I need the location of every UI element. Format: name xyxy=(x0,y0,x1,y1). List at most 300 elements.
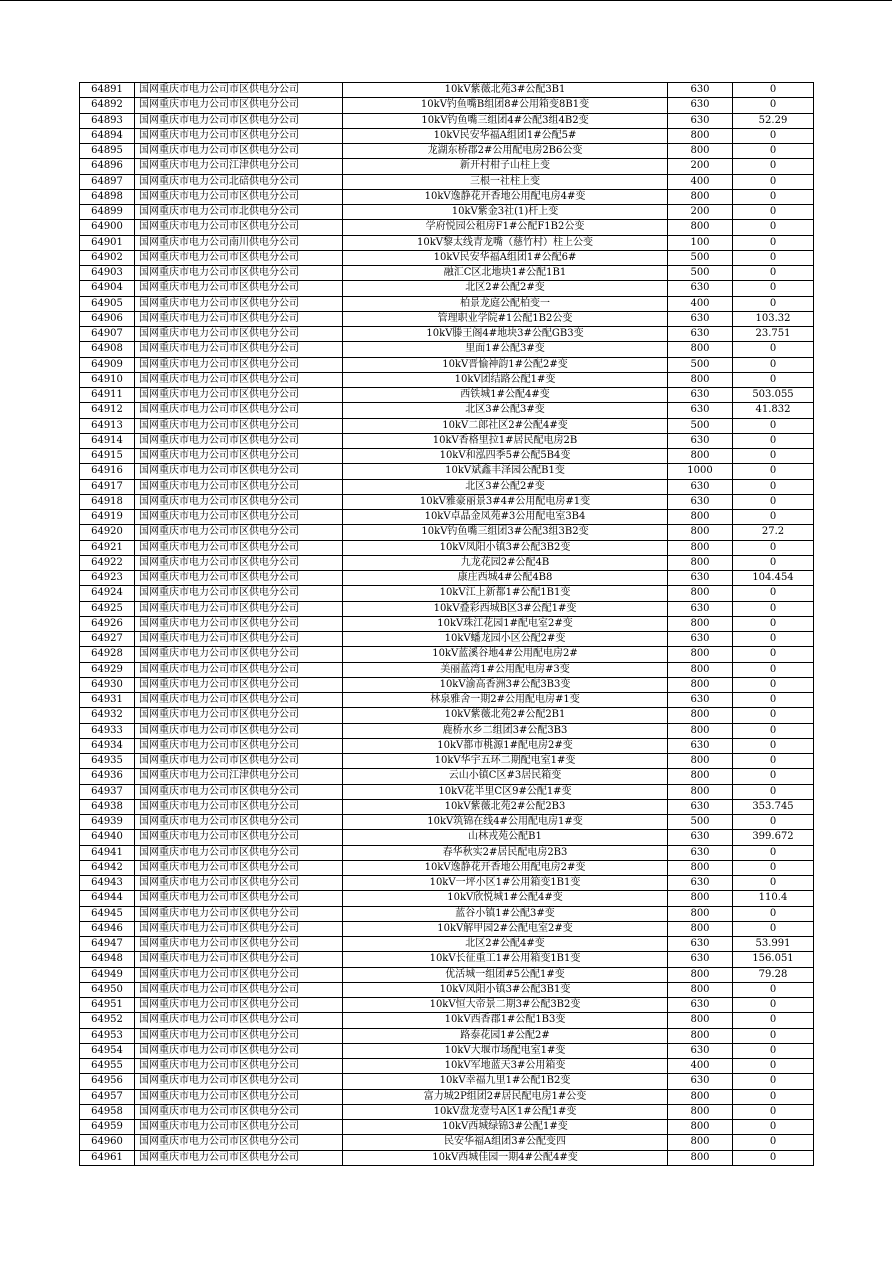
cell-value: 0 xyxy=(733,1013,814,1028)
cell-capacity: 800 xyxy=(668,1120,733,1135)
cell-id: 64954 xyxy=(80,1043,135,1058)
cell-company: 国网重庆市电力公司市区供电分公司 xyxy=(135,189,343,204)
cell-capacity: 500 xyxy=(668,815,733,830)
cell-company: 国网重庆市电力公司市区供电分公司 xyxy=(135,830,343,845)
cell-value: 0 xyxy=(733,433,814,448)
cell-company: 国网重庆市电力公司北碚供电分公司 xyxy=(135,174,343,189)
cell-transformer-name: 学府悦园公租房F1#公配F1B2公变 xyxy=(343,220,668,235)
cell-company: 国网重庆市电力公司市区供电分公司 xyxy=(135,647,343,662)
cell-capacity: 630 xyxy=(668,998,733,1013)
cell-company: 国网重庆市电力公司市区供电分公司 xyxy=(135,266,343,281)
cell-id: 64896 xyxy=(80,159,135,174)
table-row xyxy=(80,754,814,769)
table-row xyxy=(80,189,814,204)
cell-id: 64893 xyxy=(80,113,135,128)
cell-company: 国网重庆市电力公司市区供电分公司 xyxy=(135,860,343,875)
cell-capacity: 630 xyxy=(668,479,733,494)
cell-id: 64901 xyxy=(80,235,135,250)
cell-transformer-name: 新开村柑子山柱上变 xyxy=(343,159,668,174)
cell-value: 0 xyxy=(733,1059,814,1074)
cell-company: 国网重庆市电力公司市区供电分公司 xyxy=(135,754,343,769)
cell-value: 0 xyxy=(733,723,814,738)
cell-value: 0 xyxy=(733,784,814,799)
cell-id: 64902 xyxy=(80,250,135,265)
table-row xyxy=(80,205,814,220)
cell-id: 64953 xyxy=(80,1028,135,1043)
table-row xyxy=(80,891,814,906)
cell-value: 0 xyxy=(733,601,814,616)
table-row xyxy=(80,998,814,1013)
cell-transformer-name: 鹿桥水乡二组团3#公配3B3 xyxy=(343,723,668,738)
cell-transformer-name: 10kV蓝溪谷地4#公用配电房2# xyxy=(343,647,668,662)
cell-capacity: 400 xyxy=(668,296,733,311)
table-row xyxy=(80,433,814,448)
cell-capacity: 630 xyxy=(668,388,733,403)
cell-value: 0 xyxy=(733,281,814,296)
table-row xyxy=(80,601,814,616)
cell-id: 64911 xyxy=(80,388,135,403)
cell-capacity: 800 xyxy=(668,1104,733,1119)
cell-company: 国网重庆市电力公司江津供电分公司 xyxy=(135,769,343,784)
cell-value: 0 xyxy=(733,708,814,723)
cell-company: 国网重庆市电力公司市区供电分公司 xyxy=(135,1150,343,1165)
cell-id: 64955 xyxy=(80,1059,135,1074)
cell-capacity: 500 xyxy=(668,250,733,265)
table-row xyxy=(80,418,814,433)
cell-transformer-name: 10kV叠彩西城B区3#公配1#变 xyxy=(343,601,668,616)
cell-company: 国网重庆市电力公司市区供电分公司 xyxy=(135,799,343,814)
cell-capacity: 630 xyxy=(668,311,733,326)
table-body xyxy=(80,83,814,1166)
cell-value: 0 xyxy=(733,876,814,891)
cell-transformer-name: 10kV滕王阁4#地块3#公配GB3变 xyxy=(343,327,668,342)
table-row xyxy=(80,769,814,784)
cell-value: 0 xyxy=(733,98,814,113)
cell-capacity: 800 xyxy=(668,128,733,143)
cell-company: 国网重庆市电力公司市区供电分公司 xyxy=(135,1028,343,1043)
table-row xyxy=(80,525,814,540)
cell-value: 0 xyxy=(733,815,814,830)
cell-id: 64941 xyxy=(80,845,135,860)
cell-company: 国网重庆市电力公司市区供电分公司 xyxy=(135,616,343,631)
cell-id: 64942 xyxy=(80,860,135,875)
cell-capacity: 630 xyxy=(668,1074,733,1089)
table-row xyxy=(80,235,814,250)
cell-company: 国网重庆市电力公司市区供电分公司 xyxy=(135,1074,343,1089)
table-row xyxy=(80,1028,814,1043)
cell-id: 64950 xyxy=(80,982,135,997)
cell-transformer-name: 10kV军地蓝天3#公用箱变 xyxy=(343,1059,668,1074)
cell-company: 国网重庆市电力公司市区供电分公司 xyxy=(135,723,343,738)
cell-company: 国网重庆市电力公司市区供电分公司 xyxy=(135,357,343,372)
cell-id: 64922 xyxy=(80,555,135,570)
cell-company: 国网重庆市电力公司市区供电分公司 xyxy=(135,1135,343,1150)
cell-id: 64938 xyxy=(80,799,135,814)
cell-value: 0 xyxy=(733,540,814,555)
cell-id: 64939 xyxy=(80,815,135,830)
cell-capacity: 800 xyxy=(668,784,733,799)
table-row xyxy=(80,311,814,326)
cell-capacity: 500 xyxy=(668,266,733,281)
cell-value: 0 xyxy=(733,1043,814,1058)
table-row xyxy=(80,921,814,936)
cell-capacity: 630 xyxy=(668,281,733,296)
table-row xyxy=(80,342,814,357)
table-row xyxy=(80,296,814,311)
cell-value: 110.4 xyxy=(733,891,814,906)
cell-value: 79.28 xyxy=(733,967,814,982)
cell-company: 国网重庆市电力公司市区供电分公司 xyxy=(135,738,343,753)
cell-transformer-name: 10kV筑锦在线4#公用配电房1#变 xyxy=(343,815,668,830)
cell-transformer-name: 10kV大堰市场配电室1#变 xyxy=(343,1043,668,1058)
cell-id: 64904 xyxy=(80,281,135,296)
cell-capacity: 800 xyxy=(668,677,733,692)
cell-id: 64900 xyxy=(80,220,135,235)
cell-transformer-name: 三根一社柱上变 xyxy=(343,174,668,189)
table-row xyxy=(80,372,814,387)
cell-capacity: 800 xyxy=(668,769,733,784)
cell-id: 64903 xyxy=(80,266,135,281)
table-row xyxy=(80,357,814,372)
cell-value: 0 xyxy=(733,921,814,936)
cell-transformer-name: 蓝谷小镇1#公配3#变 xyxy=(343,906,668,921)
cell-value: 0 xyxy=(733,372,814,387)
cell-company: 国网重庆市电力公司市区供电分公司 xyxy=(135,1120,343,1135)
cell-value: 0 xyxy=(733,479,814,494)
cell-value: 503.055 xyxy=(733,388,814,403)
cell-transformer-name: 10kV紫金3社(1)杆上变 xyxy=(343,205,668,220)
cell-company: 国网重庆市电力公司市区供电分公司 xyxy=(135,372,343,387)
table-row xyxy=(80,540,814,555)
cell-company: 国网重庆市电力公司南川供电分公司 xyxy=(135,235,343,250)
cell-capacity: 800 xyxy=(668,723,733,738)
cell-company: 国网重庆市电力公司市区供电分公司 xyxy=(135,418,343,433)
cell-id: 64927 xyxy=(80,632,135,647)
cell-value: 156.051 xyxy=(733,952,814,967)
cell-value: 0 xyxy=(733,1120,814,1135)
cell-company: 国网重庆市电力公司市区供电分公司 xyxy=(135,967,343,982)
cell-transformer-name: 10kV凤阳小镇3#公配3B2变 xyxy=(343,540,668,555)
cell-transformer-name: 10kV斌鑫丰泽园公配B1变 xyxy=(343,464,668,479)
cell-value: 0 xyxy=(733,1089,814,1104)
cell-id: 64960 xyxy=(80,1135,135,1150)
table-row xyxy=(80,327,814,342)
table-row xyxy=(80,586,814,601)
cell-company: 国网重庆市电力公司市区供电分公司 xyxy=(135,388,343,403)
cell-value: 0 xyxy=(733,220,814,235)
cell-transformer-name: 龙湖东桥郡2#公用配电房2B6公变 xyxy=(343,144,668,159)
table-row xyxy=(80,1135,814,1150)
cell-value: 0 xyxy=(733,982,814,997)
cell-company: 国网重庆市电力公司市区供电分公司 xyxy=(135,98,343,113)
cell-company: 国网重庆市电力公司市区供电分公司 xyxy=(135,1059,343,1074)
cell-transformer-name: 10kV西香郡1#公配1B3变 xyxy=(343,1013,668,1028)
cell-id: 64910 xyxy=(80,372,135,387)
cell-capacity: 800 xyxy=(668,220,733,235)
cell-transformer-name: 10kV卓晶金凤苑#3公用配电室3B4 xyxy=(343,510,668,525)
cell-capacity: 630 xyxy=(668,494,733,509)
cell-company: 国网重庆市电力公司市区供电分公司 xyxy=(135,921,343,936)
cell-value: 0 xyxy=(733,647,814,662)
cell-company: 国网重庆市电力公司市区供电分公司 xyxy=(135,342,343,357)
cell-transformer-name: 10kV紫薇北苑2#公配2B3 xyxy=(343,799,668,814)
cell-capacity: 630 xyxy=(668,845,733,860)
cell-transformer-name: 10kV晋愉神韵1#公配2#变 xyxy=(343,357,668,372)
cell-capacity: 800 xyxy=(668,1150,733,1165)
cell-id: 64892 xyxy=(80,98,135,113)
cell-capacity: 630 xyxy=(668,113,733,128)
cell-id: 64916 xyxy=(80,464,135,479)
cell-transformer-name: 西铁城1#公配4#变 xyxy=(343,388,668,403)
table-row xyxy=(80,677,814,692)
cell-capacity: 100 xyxy=(668,235,733,250)
cell-transformer-name: 北区2#公配4#变 xyxy=(343,937,668,952)
cell-capacity: 800 xyxy=(668,860,733,875)
table-row xyxy=(80,159,814,174)
cell-value: 0 xyxy=(733,144,814,159)
table-row xyxy=(80,555,814,570)
cell-capacity: 800 xyxy=(668,982,733,997)
cell-id: 64943 xyxy=(80,876,135,891)
cell-capacity: 800 xyxy=(668,1135,733,1150)
cell-value: 103.32 xyxy=(733,311,814,326)
cell-transformer-name: 北区2#公配2#变 xyxy=(343,281,668,296)
cell-transformer-name: 春华秋实2#居民配电房2B3 xyxy=(343,845,668,860)
cell-capacity: 800 xyxy=(668,1028,733,1043)
cell-id: 64898 xyxy=(80,189,135,204)
table-row xyxy=(80,708,814,723)
cell-id: 64906 xyxy=(80,311,135,326)
cell-capacity: 630 xyxy=(668,693,733,708)
cell-value: 353.745 xyxy=(733,799,814,814)
cell-value: 0 xyxy=(733,510,814,525)
cell-company: 国网重庆市电力公司市区供电分公司 xyxy=(135,662,343,677)
cell-capacity: 800 xyxy=(668,647,733,662)
cell-capacity: 500 xyxy=(668,357,733,372)
cell-id: 64933 xyxy=(80,723,135,738)
table-row xyxy=(80,799,814,814)
cell-value: 0 xyxy=(733,769,814,784)
cell-value: 0 xyxy=(733,128,814,143)
cell-capacity: 800 xyxy=(668,921,733,936)
cell-company: 国网重庆市电力公司市区供电分公司 xyxy=(135,311,343,326)
cell-value: 0 xyxy=(733,266,814,281)
cell-company: 国网重庆市电力公司市区供电分公司 xyxy=(135,571,343,586)
cell-value: 0 xyxy=(733,738,814,753)
table-row xyxy=(80,952,814,967)
table-row xyxy=(80,479,814,494)
cell-capacity: 800 xyxy=(668,891,733,906)
cell-id: 64912 xyxy=(80,403,135,418)
cell-id: 64919 xyxy=(80,510,135,525)
table-row xyxy=(80,1043,814,1058)
cell-id: 64961 xyxy=(80,1150,135,1165)
table-row xyxy=(80,250,814,265)
cell-capacity: 630 xyxy=(668,403,733,418)
cell-value: 0 xyxy=(733,1150,814,1165)
table-row xyxy=(80,1089,814,1104)
cell-value: 0 xyxy=(733,906,814,921)
table-row xyxy=(80,1104,814,1119)
cell-value: 0 xyxy=(733,418,814,433)
cell-id: 64921 xyxy=(80,540,135,555)
cell-transformer-name: 优活城一组团#5公配1#变 xyxy=(343,967,668,982)
cell-value: 0 xyxy=(733,677,814,692)
cell-id: 64917 xyxy=(80,479,135,494)
cell-transformer-name: 民安华福A组团3#公配变四 xyxy=(343,1135,668,1150)
cell-transformer-name: 路泰花园1#公配2# xyxy=(343,1028,668,1043)
cell-transformer-name: 10kV逸静花开香地公用配电房2#变 xyxy=(343,860,668,875)
cell-transformer-name: 10kV长征重工1#公用箱变1B1变 xyxy=(343,952,668,967)
cell-company: 国网重庆市电力公司市区供电分公司 xyxy=(135,479,343,494)
cell-value: 0 xyxy=(733,1135,814,1150)
cell-id: 64908 xyxy=(80,342,135,357)
cell-value: 399.672 xyxy=(733,830,814,845)
cell-capacity: 800 xyxy=(668,906,733,921)
cell-value: 27.2 xyxy=(733,525,814,540)
cell-value: 0 xyxy=(733,586,814,601)
table-row xyxy=(80,967,814,982)
cell-company: 国网重庆市电力公司市区供电分公司 xyxy=(135,632,343,647)
table-row xyxy=(80,1074,814,1089)
cell-transformer-name: 10kV钓鱼嘴三组团3#公配3组3B2变 xyxy=(343,525,668,540)
cell-id: 64934 xyxy=(80,738,135,753)
cell-company: 国网重庆市电力公司市区供电分公司 xyxy=(135,1089,343,1104)
cell-transformer-name: 云山小镇C区#3居民箱变 xyxy=(343,769,668,784)
cell-id: 64928 xyxy=(80,647,135,662)
cell-transformer-name: 10kV逸静花开香地公用配电房4#变 xyxy=(343,189,668,204)
table-row xyxy=(80,113,814,128)
cell-id: 64923 xyxy=(80,571,135,586)
cell-id: 64894 xyxy=(80,128,135,143)
cell-transformer-name: 10kV华宇五环二期配电室1#变 xyxy=(343,754,668,769)
cell-capacity: 500 xyxy=(668,418,733,433)
cell-id: 64948 xyxy=(80,952,135,967)
cell-company: 国网重庆市电力公司市区供电分公司 xyxy=(135,540,343,555)
cell-company: 国网重庆市电力公司市区供电分公司 xyxy=(135,144,343,159)
cell-transformer-name: 10kV恒大帝景二期3#公配3B2变 xyxy=(343,998,668,1013)
cell-id: 64891 xyxy=(80,83,135,98)
cell-capacity: 630 xyxy=(668,601,733,616)
table-row xyxy=(80,815,814,830)
cell-id: 64914 xyxy=(80,433,135,448)
cell-value: 41.832 xyxy=(733,403,814,418)
cell-capacity: 630 xyxy=(668,571,733,586)
table-row xyxy=(80,144,814,159)
cell-transformer-name: 北区3#公配2#变 xyxy=(343,479,668,494)
table-row xyxy=(80,738,814,753)
cell-id: 64959 xyxy=(80,1120,135,1135)
cell-transformer-name: 康庄西城4#公配4B8 xyxy=(343,571,668,586)
cell-id: 64895 xyxy=(80,144,135,159)
table-row xyxy=(80,662,814,677)
table-row xyxy=(80,937,814,952)
cell-transformer-name: 10kV解甲园2#公配电室2#变 xyxy=(343,921,668,936)
cell-capacity: 800 xyxy=(668,616,733,631)
cell-value: 0 xyxy=(733,296,814,311)
cell-capacity: 800 xyxy=(668,1013,733,1028)
cell-company: 国网重庆市电力公司市区供电分公司 xyxy=(135,998,343,1013)
cell-value: 104.454 xyxy=(733,571,814,586)
cell-id: 64958 xyxy=(80,1104,135,1119)
cell-company: 国网重庆市电力公司市区供电分公司 xyxy=(135,982,343,997)
table-row xyxy=(80,1120,814,1135)
cell-transformer-name: 10kV黎太线青龙嘴（慈竹村）柱上公变 xyxy=(343,235,668,250)
cell-value: 0 xyxy=(733,616,814,631)
cell-transformer-name: 10kV雅豪丽景3#4#公用配电房#1变 xyxy=(343,494,668,509)
table-row xyxy=(80,571,814,586)
cell-capacity: 630 xyxy=(668,952,733,967)
table-row xyxy=(80,98,814,113)
cell-capacity: 800 xyxy=(668,525,733,540)
cell-transformer-name: 10kV欣悦城1#公配4#变 xyxy=(343,891,668,906)
cell-value: 0 xyxy=(733,449,814,464)
cell-transformer-name: 10kV紫薇北苑3#公配3B1 xyxy=(343,83,668,98)
cell-capacity: 800 xyxy=(668,754,733,769)
table-row xyxy=(80,876,814,891)
cell-capacity: 630 xyxy=(668,738,733,753)
cell-value: 53.991 xyxy=(733,937,814,952)
cell-id: 64918 xyxy=(80,494,135,509)
cell-id: 64932 xyxy=(80,708,135,723)
cell-id: 64929 xyxy=(80,662,135,677)
cell-capacity: 800 xyxy=(668,540,733,555)
cell-value: 0 xyxy=(733,250,814,265)
cell-transformer-name: 10kV西城绿锦3#公配1#变 xyxy=(343,1120,668,1135)
cell-value: 0 xyxy=(733,205,814,220)
cell-id: 64951 xyxy=(80,998,135,1013)
cell-company: 国网重庆市电力公司市区供电分公司 xyxy=(135,845,343,860)
cell-company: 国网重庆市电力公司市区供电分公司 xyxy=(135,891,343,906)
table-row xyxy=(80,723,814,738)
cell-company: 国网重庆市电力公司市区供电分公司 xyxy=(135,403,343,418)
cell-value: 0 xyxy=(733,342,814,357)
cell-company: 国网重庆市电力公司市区供电分公司 xyxy=(135,464,343,479)
table-row xyxy=(80,510,814,525)
cell-capacity: 800 xyxy=(668,189,733,204)
cell-id: 64947 xyxy=(80,937,135,952)
cell-value: 0 xyxy=(733,189,814,204)
cell-company: 国网重庆市电力公司市区供电分公司 xyxy=(135,784,343,799)
cell-value: 0 xyxy=(733,662,814,677)
cell-transformer-name: 10kV民安华福A组团1#公配6# xyxy=(343,250,668,265)
table-row xyxy=(80,128,814,143)
cell-transformer-name: 里面1#公配3#变 xyxy=(343,342,668,357)
cell-capacity: 630 xyxy=(668,1043,733,1058)
cell-id: 64944 xyxy=(80,891,135,906)
cell-value: 52.29 xyxy=(733,113,814,128)
cell-company: 国网重庆市电力公司市区供电分公司 xyxy=(135,220,343,235)
table-row xyxy=(80,174,814,189)
cell-transformer-name: 管理职业学院#1公配1B2公变 xyxy=(343,311,668,326)
cell-id: 64915 xyxy=(80,449,135,464)
cell-transformer-name: 10kV二郎社区2#公配4#变 xyxy=(343,418,668,433)
cell-capacity: 630 xyxy=(668,937,733,952)
cell-value: 0 xyxy=(733,494,814,509)
cell-value: 0 xyxy=(733,1028,814,1043)
cell-id: 64957 xyxy=(80,1089,135,1104)
cell-value: 0 xyxy=(733,693,814,708)
cell-capacity: 800 xyxy=(668,555,733,570)
cell-company: 国网重庆市电力公司市区供电分公司 xyxy=(135,128,343,143)
table-row xyxy=(80,982,814,997)
cell-company: 国网重庆市电力公司市区供电分公司 xyxy=(135,708,343,723)
cell-transformer-name: 10kV和泓四季5#公配5B4变 xyxy=(343,449,668,464)
cell-transformer-name: 10kV香格里拉1#居民配电房2B xyxy=(343,433,668,448)
cell-value: 0 xyxy=(733,845,814,860)
cell-transformer-name: 10kV江上新都1#公配1B1变 xyxy=(343,586,668,601)
table-row xyxy=(80,266,814,281)
